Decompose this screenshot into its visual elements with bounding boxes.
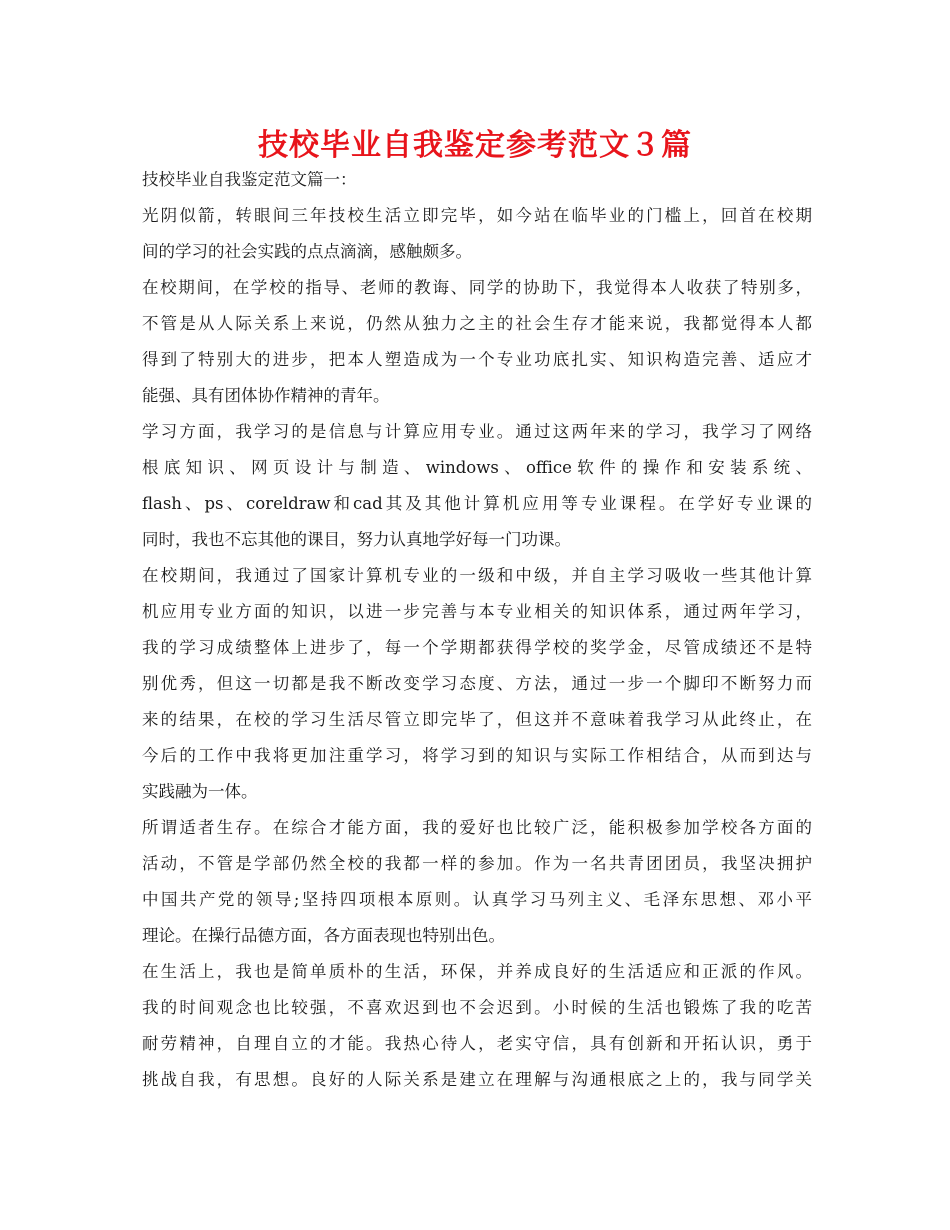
text-line: 得到了特别大的进步，把本人塑造成为一个专业功底扎实、知识构造完善、适应才: [142, 350, 812, 369]
text-line: 实践融为一体。: [142, 782, 258, 801]
document-body: [142, 162, 812, 1098]
text-line: 来的结果，在校的学习生活尽管立即完毕了，但这并不意味着我学习从此终止，在: [142, 710, 812, 729]
text-line: 在生活上，我也是简单质朴的生活，环保，并养成良好的生活适应和正派的作风。: [142, 962, 812, 981]
text-line: 所谓适者生存。在综合才能方面，我的爱好也比较广泛，能积极参加学校各方面的: [142, 818, 812, 837]
text-line: 在校期间，在学校的指导、老师的教诲、同学的协助下，我觉得本人收获了特别多，: [142, 278, 812, 297]
text-line: 别优秀，但这一切都是我不断改变学习态度、方法，通过一步一个脚印不断努力而: [142, 674, 812, 693]
text-line: 我的时间观念也比较强，不喜欢迟到也不会迟到。小时候的生活也锻炼了我的吃苦: [142, 998, 812, 1017]
text-line: 不管是从人际关系上来说，仍然从独力之主的社会生存才能来说，我都觉得本人都: [142, 314, 812, 333]
text-line: 活动，不管是学部仍然全校的我都一样的参加。作为一名共青团团员，我坚决拥护: [142, 854, 812, 873]
text-line: 技校毕业自我鉴定范文篇一：: [142, 170, 357, 189]
text-line: 学习方面，我学习的是信息与计算应用专业。通过这两年来的学习，我学习了网络: [142, 422, 812, 441]
text-line: 同时，我也不忘其他的课目，努力认真地学好每一门功课。: [142, 530, 571, 549]
text-line: 间的学习的社会实践的点点滴滴，感触颇多。: [142, 242, 472, 261]
text-line: 我的学习成绩整体上进步了，每一个学期都获得学校的奖学金，尽管成绩还不是特: [142, 638, 812, 657]
text-line: 光阴似箭，转眼间三年技校生活立即完毕，如今站在临毕业的门槛上，回首在校期: [142, 206, 812, 225]
text-line: 今后的工作中我将更加注重学习，将学习到的知识与实际工作相结合，从而到达与: [142, 746, 812, 765]
text-line: 机应用专业方面的知识，以进一步完善与本专业相关的知识体系，通过两年学习，: [142, 602, 812, 621]
text-line: 在校期间，我通过了国家计算机专业的一级和中级，并自主学习吸收一些其他计算: [142, 566, 812, 585]
text-line: 耐劳精神，自理自立的才能。我热心待人，老实守信，具有创新和开拓认识，勇于: [142, 1034, 812, 1053]
text-line: 根底知识、网页设计与制造、windows、office软件的操作和安装系统、: [142, 458, 812, 477]
text-line: flash、ps、coreldraw和cad其及其他计算机应用等专业课程。在学好专业课的: [142, 494, 812, 513]
text-line: 中国共产党的领导;坚持四项根本原则。认真学习马列主义、毛泽东思想、邓小平: [142, 890, 812, 909]
document-title: 技校毕业自我鉴定参考范文３篇: [258, 128, 692, 163]
text-line: 挑战自我，有思想。良好的人际关系是建立在理解与沟通根底之上的，我与同学关: [142, 1070, 812, 1089]
text-line: 理论。在操行品德方面，各方面表现也特别出色。: [142, 926, 505, 945]
text-line: 能强、具有团体协作精神的青年。: [142, 386, 390, 405]
